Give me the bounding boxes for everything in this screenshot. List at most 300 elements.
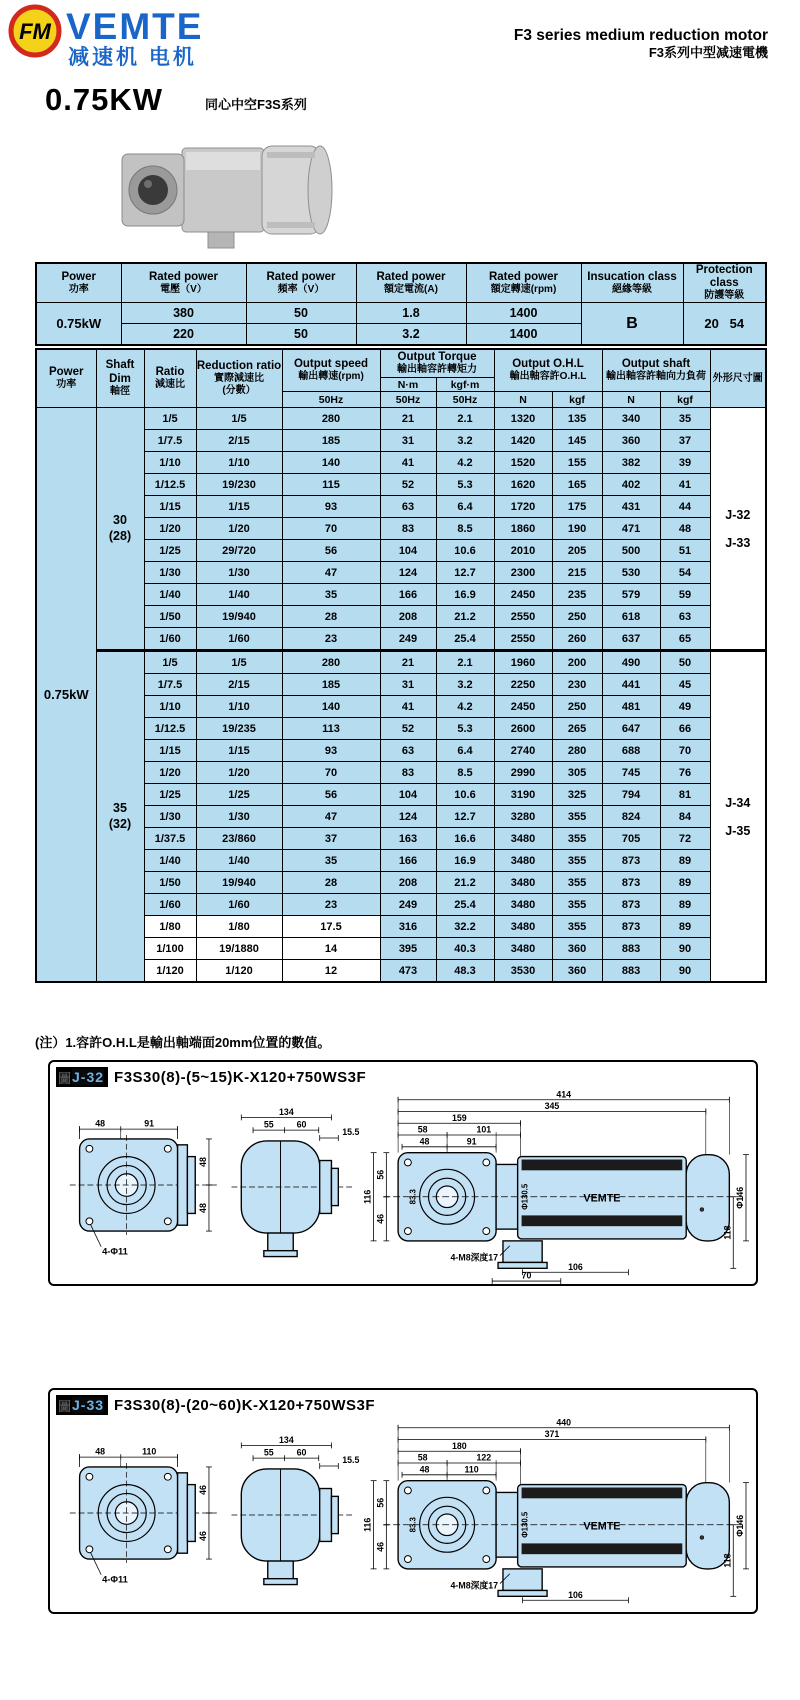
spec-cell: 1/20: [196, 518, 282, 540]
spec-cell: 25.4: [436, 894, 494, 916]
drawing-panel-j32: [48, 1060, 758, 1286]
dim-label: 60: [296, 1447, 307, 1458]
spec-row: [36, 718, 766, 740]
spec-cell: 1/25: [196, 784, 282, 806]
drawing-title: [56, 1394, 750, 1416]
spec-cell: 84: [660, 806, 710, 828]
spec-cell: 235: [552, 584, 602, 606]
spec-cell: 481: [602, 696, 660, 718]
performance-table: [35, 348, 767, 983]
spec-cell: 2/15: [196, 674, 282, 696]
spec-cell: 19/230: [196, 474, 282, 496]
spec-cell: 124: [380, 562, 436, 584]
dim-label: 110: [464, 1464, 479, 1475]
power-rating-heading: 0.75KW: [45, 82, 163, 117]
unit-nm: N·m: [380, 378, 436, 392]
dim-label: 83.3: [408, 1517, 418, 1533]
spec-cell: 89: [660, 872, 710, 894]
spec-cell: 1/60: [144, 894, 196, 916]
spec-cell: 2250: [494, 674, 552, 696]
power-cell: 0.75kW: [36, 408, 96, 983]
spec-cell: 402: [602, 474, 660, 496]
spec-cell: 1960: [494, 651, 552, 674]
spec-cell: 2010: [494, 540, 552, 562]
dim-label: 46: [375, 1213, 386, 1224]
unit-kgf: kgf: [660, 392, 710, 408]
dim-label: 48: [198, 1203, 209, 1213]
footnote: (注）1.容許O.H.L是輸出軸端面20mm位置的數值。: [35, 1035, 331, 1050]
electrical-header-row: [36, 263, 766, 303]
spec-cell: 39: [660, 452, 710, 474]
drawing-ref: J-32: [725, 507, 751, 522]
figure-char: 圖: [58, 1070, 72, 1086]
dim-label: 180: [451, 1440, 467, 1451]
figure-char: 圖: [58, 1398, 72, 1414]
spec-cell: 185: [282, 674, 380, 696]
spec-row: [36, 474, 766, 496]
spec-cell: 163: [380, 828, 436, 850]
dimension-drawing-j32: [56, 1088, 750, 1284]
dim-label: 58: [417, 1124, 428, 1135]
spec-row: [36, 894, 766, 916]
spec-cell: 2450: [494, 584, 552, 606]
spec-cell: 4.2: [436, 696, 494, 718]
spec-cell: 1/40: [144, 850, 196, 872]
insulation-class: B: [581, 303, 683, 346]
spec-cell: 3480: [494, 850, 552, 872]
spec-header-row-1: [36, 349, 766, 378]
spec-cell: 316: [380, 916, 436, 938]
spec-cell: 63: [660, 606, 710, 628]
spec-cell: 47: [282, 562, 380, 584]
spec-cell: 1/5: [144, 408, 196, 430]
spec-row: [36, 452, 766, 474]
frequency-value: 50: [246, 324, 356, 346]
front-view: [70, 1447, 219, 1585]
spec-cell: 2.1: [436, 408, 494, 430]
logo-monogram: FM: [19, 19, 51, 44]
spec-row: [36, 518, 766, 540]
spec-cell: 70: [282, 762, 380, 784]
spec-cell: 23: [282, 628, 380, 651]
spec-row: [36, 584, 766, 606]
spec-row: [36, 938, 766, 960]
spec-cell: 37: [660, 430, 710, 452]
spec-cell: 1/10: [144, 696, 196, 718]
drawing-ref: J-35: [725, 823, 751, 838]
spec-cell: 637: [602, 628, 660, 651]
spec-cell: 65: [660, 628, 710, 651]
spec-cell: 1/80: [144, 916, 196, 938]
brand-name: VEMTE: [66, 6, 204, 47]
spec-cell: 1/7.5: [144, 430, 196, 452]
product-photo: [112, 130, 347, 256]
spec-cell: 2550: [494, 606, 552, 628]
series-label: 同心中空F3S系列: [205, 97, 307, 112]
spec-cell: 883: [602, 938, 660, 960]
dim-label: 106: [568, 1261, 583, 1272]
spec-cell: 230: [552, 674, 602, 696]
spec-cell: 70: [660, 740, 710, 762]
spec-cell: 305: [552, 762, 602, 784]
spec-cell: 340: [602, 408, 660, 430]
spec-cell: 31: [380, 430, 436, 452]
spec-cell: 1/25: [144, 540, 196, 562]
spec-cell: 185: [282, 430, 380, 452]
speed-value: 1400: [466, 303, 581, 324]
spec-cell: 3.2: [436, 430, 494, 452]
spec-cell: 56: [282, 784, 380, 806]
dim-label: 134: [279, 1434, 294, 1445]
spec-cell: 21: [380, 408, 436, 430]
drawing-model: F3S30(8)-(20~60)K-X120+750WS3F: [114, 1396, 376, 1414]
spec-cell: 2740: [494, 740, 552, 762]
spec-cell: 48.3: [436, 960, 494, 983]
spec-cell: 208: [380, 606, 436, 628]
spec-cell: 89: [660, 916, 710, 938]
spec-cell: 1320: [494, 408, 552, 430]
spec-cell: 355: [552, 872, 602, 894]
spec-cell: 260: [552, 628, 602, 651]
side-view: [232, 1435, 360, 1585]
spec-cell: 166: [380, 584, 436, 606]
dim-label: VEMTE: [583, 1520, 621, 1533]
spec-cell: 19/940: [196, 872, 282, 894]
spec-cell: 17.5: [282, 916, 380, 938]
spec-cell: 72: [660, 828, 710, 850]
spec-cell: 355: [552, 828, 602, 850]
spec-cell: 190: [552, 518, 602, 540]
dim-label: 55: [263, 1119, 274, 1130]
power-value: 0.75kW: [36, 303, 121, 346]
spec-cell: 647: [602, 718, 660, 740]
spec-cell: 1/30: [196, 806, 282, 828]
dim-label: 116: [362, 1517, 373, 1532]
spec-cell: 59: [660, 584, 710, 606]
dim-label: 55: [263, 1447, 274, 1458]
spec-cell: 40.3: [436, 938, 494, 960]
dim-label: 371: [544, 1429, 560, 1440]
spec-row: [36, 806, 766, 828]
spec-row: [36, 628, 766, 651]
spec-cell: 16.9: [436, 850, 494, 872]
spec-cell: 54: [660, 562, 710, 584]
spec-row: [36, 562, 766, 584]
spec-cell: 1/50: [144, 606, 196, 628]
col-header-output-ohl: Output O.H.L 輸出軸容許O.H.L: [494, 349, 602, 392]
drawing-ref: J-34: [725, 795, 751, 810]
spec-cell: 208: [380, 872, 436, 894]
col-header-dimension-drawing: 外形尺寸圖: [710, 349, 766, 408]
spec-cell: 41: [380, 696, 436, 718]
assembly-view: [363, 1417, 749, 1603]
dim-label: 440: [556, 1417, 572, 1428]
spec-cell: 3280: [494, 806, 552, 828]
spec-row: [36, 651, 766, 674]
spec-cell: 10.6: [436, 784, 494, 806]
dim-label: Φ146: [735, 1186, 746, 1209]
hz-label: 50Hz: [282, 392, 380, 408]
spec-cell: 52: [380, 718, 436, 740]
spec-cell: 1/30: [144, 562, 196, 584]
dim-label: 118: [722, 1553, 733, 1568]
col-header-reduction-ratio: Reduction ratio 實際減速比 (分數）: [196, 349, 282, 408]
dim-label: 60: [296, 1119, 307, 1130]
spec-cell: 50: [660, 651, 710, 674]
drawing-title: [56, 1066, 750, 1088]
spec-cell: 1/5: [144, 651, 196, 674]
spec-cell: 325: [552, 784, 602, 806]
dim-label: 48: [95, 1118, 106, 1129]
spec-cell: 104: [380, 540, 436, 562]
dim-label: 134: [279, 1106, 294, 1117]
spec-row: [36, 828, 766, 850]
dim-label: 58: [417, 1452, 428, 1463]
figure-label: [56, 1395, 108, 1415]
spec-cell: 76: [660, 762, 710, 784]
assembly-view: [363, 1089, 749, 1284]
dim-label: 70: [521, 1270, 532, 1281]
col-header-output-speed: Output speed 輸出轉速(rpm): [282, 349, 380, 392]
spec-cell: 47: [282, 806, 380, 828]
spec-cell: 93: [282, 740, 380, 762]
spec-cell: 3480: [494, 828, 552, 850]
spec-cell: 280: [282, 408, 380, 430]
spec-cell: 1520: [494, 452, 552, 474]
spec-cell: 140: [282, 696, 380, 718]
spec-cell: 124: [380, 806, 436, 828]
spec-cell: 205: [552, 540, 602, 562]
spec-cell: 12.7: [436, 806, 494, 828]
spec-cell: 688: [602, 740, 660, 762]
spec-cell: 1/12.5: [144, 474, 196, 496]
spec-cell: 1/25: [144, 784, 196, 806]
spec-cell: 355: [552, 850, 602, 872]
drawing-ref-cell: [710, 408, 766, 651]
spec-cell: 355: [552, 916, 602, 938]
spec-cell: 90: [660, 938, 710, 960]
col-header-speed: Rated power 額定轉速(rpm): [466, 263, 581, 303]
front-view: [70, 1119, 219, 1257]
spec-cell: 140: [282, 452, 380, 474]
spec-cell: 579: [602, 584, 660, 606]
spec-cell: 441: [602, 674, 660, 696]
spec-cell: 250: [552, 696, 602, 718]
brand-subtitle: 减速机 电机: [68, 46, 197, 69]
title-en: F3 series medium reduction motor: [513, 27, 768, 44]
spec-cell: 12.7: [436, 562, 494, 584]
spec-row: [36, 696, 766, 718]
spec-cell: 1/30: [196, 562, 282, 584]
dim-label: 414: [556, 1089, 572, 1100]
drawing-ref-cell: [710, 651, 766, 983]
spec-cell: 1420: [494, 430, 552, 452]
protection-class: 20 54: [683, 303, 766, 346]
spec-cell: 44: [660, 496, 710, 518]
drawing-panel-j33: [48, 1388, 758, 1614]
spec-cell: 31: [380, 674, 436, 696]
spec-cell: 1/20: [144, 762, 196, 784]
electrical-spec-table: [35, 262, 767, 346]
spec-cell: 1/10: [196, 696, 282, 718]
spec-cell: 1/15: [144, 496, 196, 518]
spec-row: [36, 740, 766, 762]
spec-cell: 249: [380, 894, 436, 916]
dim-label: Φ130.5: [520, 1511, 530, 1538]
spec-cell: 66: [660, 718, 710, 740]
dim-label: 106: [568, 1589, 583, 1600]
spec-cell: 16.9: [436, 584, 494, 606]
spec-cell: 1/30: [144, 806, 196, 828]
spec-cell: 48: [660, 518, 710, 540]
spec-cell: 49: [660, 696, 710, 718]
spec-cell: 89: [660, 894, 710, 916]
figure-label: [56, 1067, 108, 1087]
spec-cell: 70: [282, 518, 380, 540]
unit-kgfm: kgf·m: [436, 378, 494, 392]
spec-cell: 5.3: [436, 718, 494, 740]
spec-cell: 355: [552, 806, 602, 828]
spec-cell: 883: [602, 960, 660, 983]
spec-cell: 2450: [494, 696, 552, 718]
spec-cell: 395: [380, 938, 436, 960]
spec-cell: 25.4: [436, 628, 494, 651]
shaft-dim-cell: 35 (32): [96, 651, 144, 983]
spec-cell: 705: [602, 828, 660, 850]
drawing-model: F3S30(8)-(5~15)K-X120+750WS3F: [114, 1068, 367, 1086]
col-header-protection: Protection class 防護等級: [683, 263, 766, 303]
spec-cell: 6.4: [436, 496, 494, 518]
dim-label: 15.5: [342, 1455, 360, 1466]
spec-cell: 3480: [494, 872, 552, 894]
spec-cell: 250: [552, 606, 602, 628]
brand-logo: [8, 4, 62, 58]
dim-label: 110: [142, 1446, 157, 1457]
spec-cell: 382: [602, 452, 660, 474]
spec-cell: 431: [602, 496, 660, 518]
spec-cell: 280: [282, 651, 380, 674]
spec-row: [36, 872, 766, 894]
document-title: [514, 26, 768, 62]
spec-cell: 1/15: [196, 496, 282, 518]
spec-cell: 93: [282, 496, 380, 518]
spec-cell: 1/40: [196, 850, 282, 872]
spec-row: [36, 408, 766, 430]
col-header-current: Rated power 額定電流(A): [356, 263, 466, 303]
dim-label: 46: [198, 1531, 209, 1541]
spec-row: [36, 784, 766, 806]
spec-cell: 2550: [494, 628, 552, 651]
spec-cell: 360: [602, 430, 660, 452]
spec-cell: 29/720: [196, 540, 282, 562]
spec-cell: 1/80: [196, 916, 282, 938]
dimension-drawing-j33: [56, 1416, 750, 1612]
hz-label: 50Hz: [380, 392, 436, 408]
spec-cell: 873: [602, 872, 660, 894]
spec-cell: 3480: [494, 916, 552, 938]
hz-label: 50Hz: [436, 392, 494, 408]
spec-row: [36, 606, 766, 628]
spec-cell: 115: [282, 474, 380, 496]
spec-cell: 873: [602, 916, 660, 938]
spec-cell: 28: [282, 872, 380, 894]
dim-label: 56: [375, 1497, 386, 1508]
spec-row: [36, 540, 766, 562]
col-header-shaft-dim: Shaft Dim 軸徑: [96, 349, 144, 408]
col-header-ratio: Ratio 減速比: [144, 349, 196, 408]
dim-label: 48: [419, 1464, 430, 1475]
title-zh: F3系列中型减速電機: [648, 45, 768, 61]
dim-label: 4-Φ11: [102, 1246, 128, 1257]
spec-cell: 360: [552, 960, 602, 983]
dim-label: 4-Φ11: [102, 1574, 128, 1585]
spec-cell: 63: [380, 496, 436, 518]
spec-cell: 280: [552, 740, 602, 762]
spec-row: [36, 960, 766, 983]
spec-cell: 19/940: [196, 606, 282, 628]
spec-row: [36, 496, 766, 518]
dim-label: 15.5: [342, 1127, 360, 1138]
spec-cell: 3480: [494, 938, 552, 960]
spec-cell: 1/12.5: [144, 718, 196, 740]
motor-endcap: [308, 146, 332, 234]
spec-cell: 41: [380, 452, 436, 474]
voltage-value: 220: [121, 324, 246, 346]
spec-cell: 873: [602, 850, 660, 872]
spec-cell: 35: [282, 584, 380, 606]
spec-cell: 5.3: [436, 474, 494, 496]
spec-cell: 355: [552, 894, 602, 916]
spec-cell: 2.1: [436, 651, 494, 674]
dim-label: 48: [419, 1136, 430, 1147]
unit-n: N: [494, 392, 552, 408]
spec-cell: 63: [380, 740, 436, 762]
spec-cell: 1720: [494, 496, 552, 518]
dim-label: 46: [198, 1485, 209, 1495]
spec-row: [36, 430, 766, 452]
spec-cell: 3190: [494, 784, 552, 806]
spec-row: [36, 674, 766, 696]
figure-code: J-33: [72, 1397, 105, 1413]
spec-cell: 1/7.5: [144, 674, 196, 696]
spec-cell: 51: [660, 540, 710, 562]
spec-cell: 1/100: [144, 938, 196, 960]
col-header-voltage: Rated power 電壓（V）: [121, 263, 246, 303]
spec-cell: 490: [602, 651, 660, 674]
col-header-power: Power 功率: [36, 349, 96, 408]
spec-cell: 1/10: [196, 452, 282, 474]
figure-code: J-32: [72, 1069, 105, 1085]
shaft-dim-cell: 30 (28): [96, 408, 144, 651]
spec-cell: 165: [552, 474, 602, 496]
spec-cell: 500: [602, 540, 660, 562]
spec-cell: 10.6: [436, 540, 494, 562]
spec-cell: 2300: [494, 562, 552, 584]
spec-cell: 21.2: [436, 872, 494, 894]
electrical-row-380v: [36, 303, 766, 324]
spec-cell: 81: [660, 784, 710, 806]
speed-value: 1400: [466, 324, 581, 346]
dim-label: 118: [722, 1225, 733, 1240]
unit-kgf: kgf: [552, 392, 602, 408]
spec-table-body: [36, 408, 766, 983]
spec-cell: 35: [660, 408, 710, 430]
dim-label: Φ130.5: [520, 1183, 530, 1210]
spec-row: [36, 916, 766, 938]
spec-cell: 1620: [494, 474, 552, 496]
spec-cell: 19/1880: [196, 938, 282, 960]
spec-cell: 145: [552, 430, 602, 452]
